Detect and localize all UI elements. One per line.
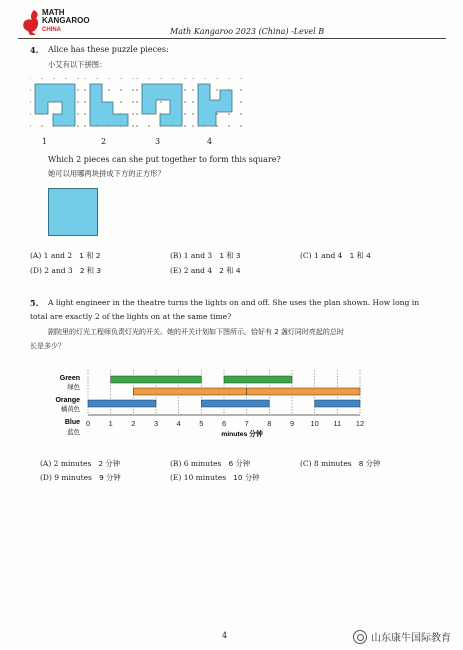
grid-dot	[184, 113, 185, 114]
grid-dot	[192, 113, 193, 114]
bar-orange	[133, 388, 246, 395]
x-tick-label: 6	[221, 419, 227, 428]
piece-label-3: 3	[155, 137, 161, 146]
q4-option-b[interactable]: (B) 1 and 3 1 和 3	[170, 251, 241, 260]
grid-dot	[192, 78, 193, 79]
math-kangaroo-logo	[20, 6, 90, 40]
q4-option-e[interactable]: (E) 2 and 4 2 和 4	[170, 266, 241, 275]
grid-dot	[132, 125, 133, 126]
grid-dot	[136, 125, 137, 126]
q5-option-c[interactable]: (C) 8 minutes 8 分钟	[300, 459, 381, 468]
q4-text-en: Alice has these puzzle pieces:	[48, 45, 169, 54]
grid-dot	[228, 113, 229, 114]
page-number: 4	[222, 631, 228, 640]
grid-dot	[120, 78, 121, 79]
target-square	[48, 188, 98, 236]
bar-blue	[88, 400, 156, 407]
q5-number: 5.	[30, 298, 39, 308]
grid-dot	[77, 89, 78, 90]
grid-dot	[132, 89, 133, 90]
puzzle-piece-1	[35, 84, 75, 126]
series-label-green-cn: 绿色	[67, 383, 80, 391]
grid-dot	[120, 101, 121, 102]
grid-dot	[184, 125, 185, 126]
grid-dot	[204, 78, 205, 79]
x-tick-label: 9	[289, 419, 295, 428]
grid-dot	[132, 78, 133, 79]
grid-dot	[216, 89, 217, 90]
grid-dot	[160, 78, 161, 79]
q5-text-en-1: A light engineer in the theatre turns the lights on and off. She uses the plan shown. How long in	[48, 298, 420, 307]
grid-dot	[65, 78, 66, 79]
grid-dot	[84, 78, 85, 79]
chart-ticks	[86, 419, 364, 428]
piece-label-4: 4	[207, 137, 213, 146]
grid-dot	[216, 78, 217, 79]
q4-question-en: Which 2 pieces can she put together to form this square?	[48, 155, 281, 164]
q5-option-a[interactable]: (A) 2 minutes 2 分钟	[40, 459, 121, 468]
series-labels	[55, 375, 80, 436]
grid-dot	[136, 101, 137, 102]
page-header-title: Math Kangaroo 2023 (China) -Level B	[170, 27, 325, 36]
grid-dot	[148, 78, 149, 79]
grid-dot	[228, 78, 229, 79]
lights-timeline-chart	[30, 368, 370, 440]
header-rule	[18, 38, 446, 39]
q4-option-a[interactable]: (A) 1 and 2 1 和 2	[30, 251, 101, 260]
grid-dot	[77, 78, 78, 79]
logo-line2: KANGAROO	[42, 16, 90, 25]
watermark	[353, 629, 451, 644]
grid-dot	[192, 101, 193, 102]
series-label-blue-cn: 蓝色	[67, 428, 80, 436]
grid-dot	[136, 113, 137, 114]
grid-dot	[240, 113, 241, 114]
grid-dot	[77, 113, 78, 114]
q4-text-cn: 小艾有以下拼图：	[48, 60, 107, 69]
q5-option-e[interactable]: (E) 10 minutes 10 分钟	[170, 473, 260, 482]
q5-text-cn-1: 剧院里的灯光工程师负责灯光的开关。她的开关计划如下图所示。恰好有 2 盏灯同时亮起的总时	[48, 328, 344, 336]
x-tick-label: 11	[333, 419, 342, 428]
grid-dot	[240, 78, 241, 79]
grid-dot	[172, 78, 173, 79]
grid-dot	[41, 125, 42, 126]
x-tick-label: 2	[131, 419, 136, 428]
kangaroo-logo-icon	[20, 8, 42, 36]
grid-dot	[184, 101, 185, 102]
grid-dot	[84, 125, 85, 126]
q5-text-en-2: total are exactly 2 of the lights on at the same time?	[30, 312, 232, 321]
q5-text-cn-2: 长是多少？	[30, 342, 65, 350]
grid-dot	[96, 78, 97, 79]
grid-dot	[216, 113, 217, 114]
grid-dot	[30, 78, 31, 79]
bar-green	[224, 376, 292, 383]
x-tick-label: 7	[244, 419, 249, 428]
chart-bars	[88, 376, 360, 407]
x-tick-label: 3	[153, 419, 159, 428]
x-tick-label: 0	[85, 419, 91, 428]
q4-number: 4.	[30, 45, 39, 55]
wechat-icon	[353, 630, 367, 644]
puzzle-pieces	[30, 78, 245, 136]
grid-dot	[160, 101, 161, 102]
grid-dot	[240, 125, 241, 126]
watermark-text: 山东康牛国际教育	[371, 633, 451, 644]
series-label-blue: Blue	[64, 419, 80, 426]
grid-dot	[108, 78, 109, 79]
grid-dot	[77, 101, 78, 102]
grid-dot	[216, 125, 217, 126]
q5-option-d[interactable]: (D) 9 minutes 9 分钟	[40, 473, 121, 482]
logo-line1: MATH	[42, 8, 65, 17]
grid-dot	[84, 101, 85, 102]
grid-dot	[30, 125, 31, 126]
grid-dot	[148, 125, 149, 126]
piece-label-2: 2	[101, 137, 107, 146]
x-tick-label: 1	[108, 419, 113, 428]
series-label-green: Green	[59, 375, 80, 382]
puzzle-piece-4	[198, 84, 232, 126]
puzzle-piece-3	[142, 84, 182, 126]
grid-dot	[30, 113, 31, 114]
grid-dot	[120, 89, 121, 90]
grid-dot	[84, 89, 85, 90]
x-tick-label: 12	[355, 419, 365, 428]
grid-dot	[84, 113, 85, 114]
x-tick-label: 5	[199, 419, 204, 428]
grid-dot	[30, 101, 31, 102]
x-tick-label: 10	[310, 419, 319, 428]
grid-dot	[184, 78, 185, 79]
q4-option-d[interactable]: (D) 2 and 3 2 和 3	[30, 266, 102, 275]
logo-line3: CHINA	[42, 27, 61, 33]
bar-orange	[247, 388, 360, 395]
bar-blue	[201, 400, 269, 407]
grid-dot	[108, 89, 109, 90]
q5-option-b[interactable]: (B) 6 minutes 6 分钟	[170, 459, 251, 468]
q4-question-cn: 她可以用哪两块拼成下方的正方形？	[48, 169, 165, 178]
grid-dot	[132, 101, 133, 102]
grid-dot	[192, 89, 193, 90]
q4-option-c[interactable]: (C) 1 and 4 1 和 4	[300, 251, 371, 260]
series-label-orange: Orange	[55, 397, 80, 404]
grid-dot	[240, 101, 241, 102]
piece-label-1: 1	[42, 137, 48, 146]
grid-dot	[136, 78, 137, 79]
bar-blue	[315, 400, 360, 407]
bar-green	[111, 376, 202, 383]
x-tick-label: 8	[267, 419, 272, 428]
grid-dot	[192, 125, 193, 126]
grid-dot	[30, 89, 31, 90]
series-label-orange-cn: 橘黄色	[60, 405, 80, 413]
grid-dot	[53, 78, 54, 79]
x-tick-label: 4	[176, 419, 181, 428]
grid-dot	[136, 89, 137, 90]
grid-dot	[132, 113, 133, 114]
grid-dot	[41, 78, 42, 79]
grid-dot	[240, 89, 241, 90]
grid-dot	[184, 89, 185, 90]
grid-dot	[228, 125, 229, 126]
x-axis-label: minutes 分钟	[221, 431, 263, 438]
grid-dot	[77, 125, 78, 126]
